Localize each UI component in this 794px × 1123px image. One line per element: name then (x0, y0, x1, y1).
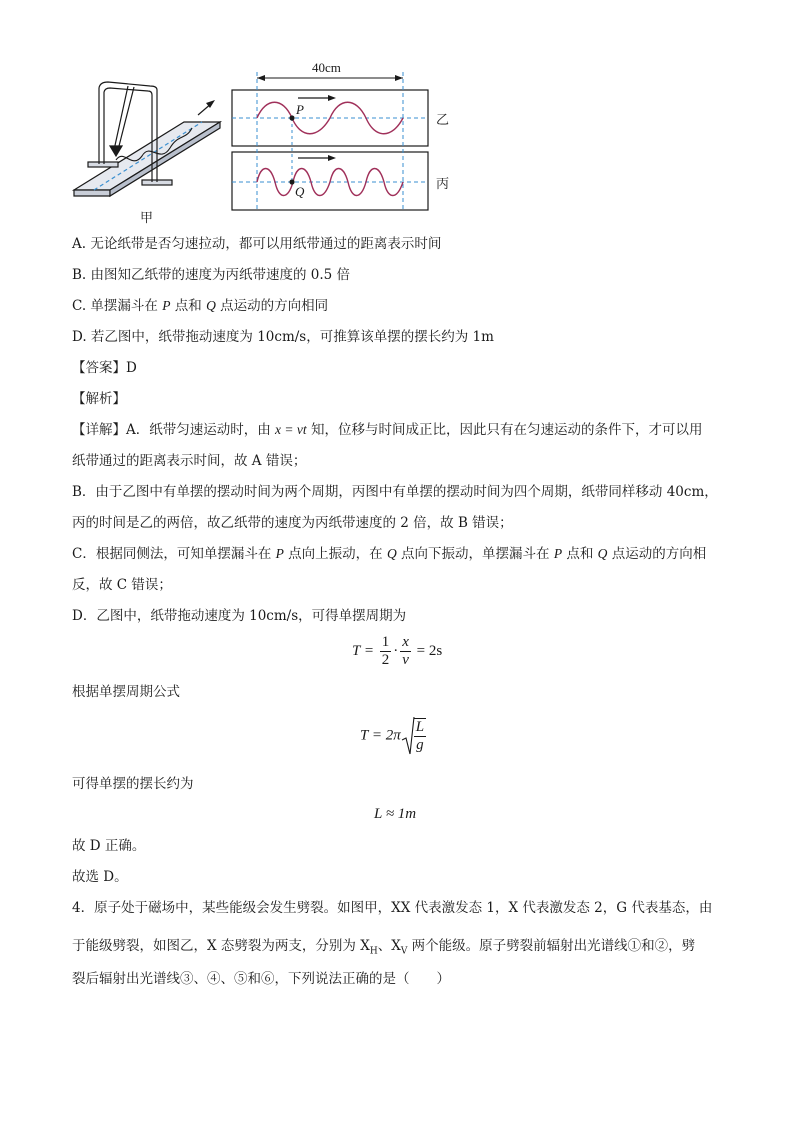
detail-line1-post: 知，位移与时间成正比，因此只有在匀速运动的条件下，才可以用 (306, 422, 703, 438)
sqrt-symbol (401, 716, 415, 756)
q4-l2a: 于能级劈裂，如图乙，X 态劈裂为两支，分别为 (72, 938, 361, 954)
eq1-dot: · (393, 642, 399, 659)
detail-line-9: 可得单摆的摆长约为 (72, 776, 194, 792)
l5q2: Q (597, 546, 608, 561)
l5a: C．根据同侧法，可知单摆漏斗在 (72, 546, 276, 562)
option-c-post: 点运动的方向相同 (215, 298, 329, 314)
eq2-frac (414, 718, 426, 754)
apparatus-jia (74, 82, 220, 196)
point-q-label: Q (295, 184, 305, 199)
q4-line-1: 4．原子处于磁场中，某些能级会发生劈裂。如图甲，XX 代表激发态 1，X 代表激发态 2，G 代表基态，由 (72, 900, 713, 916)
eq1-frac1 (380, 634, 392, 669)
xh-level (360, 938, 378, 957)
q4-line-2 (72, 937, 695, 961)
detail-line-1 (72, 421, 702, 439)
l5b: 点向上振动，在 (283, 546, 387, 562)
xv-base: X (391, 938, 401, 954)
detail-line1-pre: 【详解】A．纸带匀速运动时，由 (72, 422, 276, 438)
l5q: Q (386, 546, 397, 561)
equation-length: L ≈ 1m (374, 806, 417, 822)
detail-line-8: 根据单摆周期公式 (72, 684, 180, 700)
detail-line-5 (72, 545, 706, 563)
detail-line-7: D．乙图中，纸带拖动速度为 10cm/s，可得单摆周期为 (72, 608, 407, 624)
pendulum-figure (0, 0, 794, 240)
option-c (72, 297, 328, 315)
point-p-label: P (296, 102, 304, 117)
eq1-d2: v (402, 652, 409, 668)
xh-sub: H (369, 946, 378, 957)
label-jia: 甲 (140, 210, 154, 225)
eq1-frac2 (400, 634, 411, 669)
detail-line-4: 丙的时间是乙的两倍，故乙纸带的速度为丙纸带速度的 2 倍，故 B 错误； (72, 515, 513, 531)
detail-line-11: 故选 D。 (72, 869, 128, 885)
label-yi: 乙 (436, 112, 450, 127)
detail-line-3: B．由于乙图中有单摆的摆动时间为两个周期，丙图中有单摆的摆动时间为四个周期，纸带同样移动 40cm， (72, 484, 718, 500)
label-bing: 丙 (436, 176, 450, 191)
eq2-num: L (415, 719, 425, 735)
detail-line-6: 反，故 C 错误； (72, 577, 172, 593)
option-c-q: Q (206, 298, 216, 313)
eq1-n2: x (402, 634, 409, 650)
xh-base: X (360, 938, 370, 954)
eq1-rhs: = 2s (416, 642, 443, 659)
option-c-pre: C. 单摆漏斗在 (72, 298, 163, 314)
l5c: 点向下振动，单摆漏斗在 (396, 546, 554, 562)
l5d: 点和 (562, 546, 598, 562)
option-c-mid: 点和 (170, 298, 207, 314)
xv-level (391, 938, 408, 957)
option-b: B. 由图知乙纸带的速度为丙纸带速度的 0.5 倍 (72, 267, 351, 283)
equation-pendulum (360, 716, 428, 756)
equation-period (352, 634, 442, 669)
l5p2: P (553, 546, 563, 561)
detail-line1-formula: x = vt (275, 422, 307, 437)
option-a: A. 无论纸带是否匀速拉动，都可以用纸带通过的距离表示时间 (72, 236, 442, 252)
eq2-lhs: T = 2π (360, 727, 401, 744)
xv-sub: V (400, 946, 408, 957)
option-d: D. 若乙图中，纸带拖动速度为 10cm/s，可推算该单摆的摆长约为 1m (72, 329, 494, 345)
analysis-title: 【解析】 (72, 391, 126, 407)
answer: 【答案】D (72, 360, 137, 376)
eq1-n1: 1 (381, 634, 390, 650)
detail-line-2: 纸带通过的距离表示时间，故 A 错误； (72, 453, 307, 469)
width-label: 40cm (312, 60, 341, 75)
q4-sep: 、 (377, 938, 392, 954)
q4-line-3: 裂后辐射出光谱线③、④、⑤和⑥，下列说法正确的是（ ） (72, 971, 450, 987)
eq1-d1: 2 (381, 652, 390, 668)
detail-line-10: 故 D 正确。 (72, 838, 146, 854)
l5p: P (275, 546, 284, 561)
q4-l2b: 两个能级。原子劈裂前辐射出光谱线①和②，劈 (407, 938, 696, 954)
eq2-den: g (416, 737, 424, 753)
l5e: 点运动的方向相 (607, 546, 707, 562)
eq1-lhs: T = (352, 642, 374, 659)
tape-frames (232, 72, 428, 212)
option-c-p: P (162, 298, 171, 313)
